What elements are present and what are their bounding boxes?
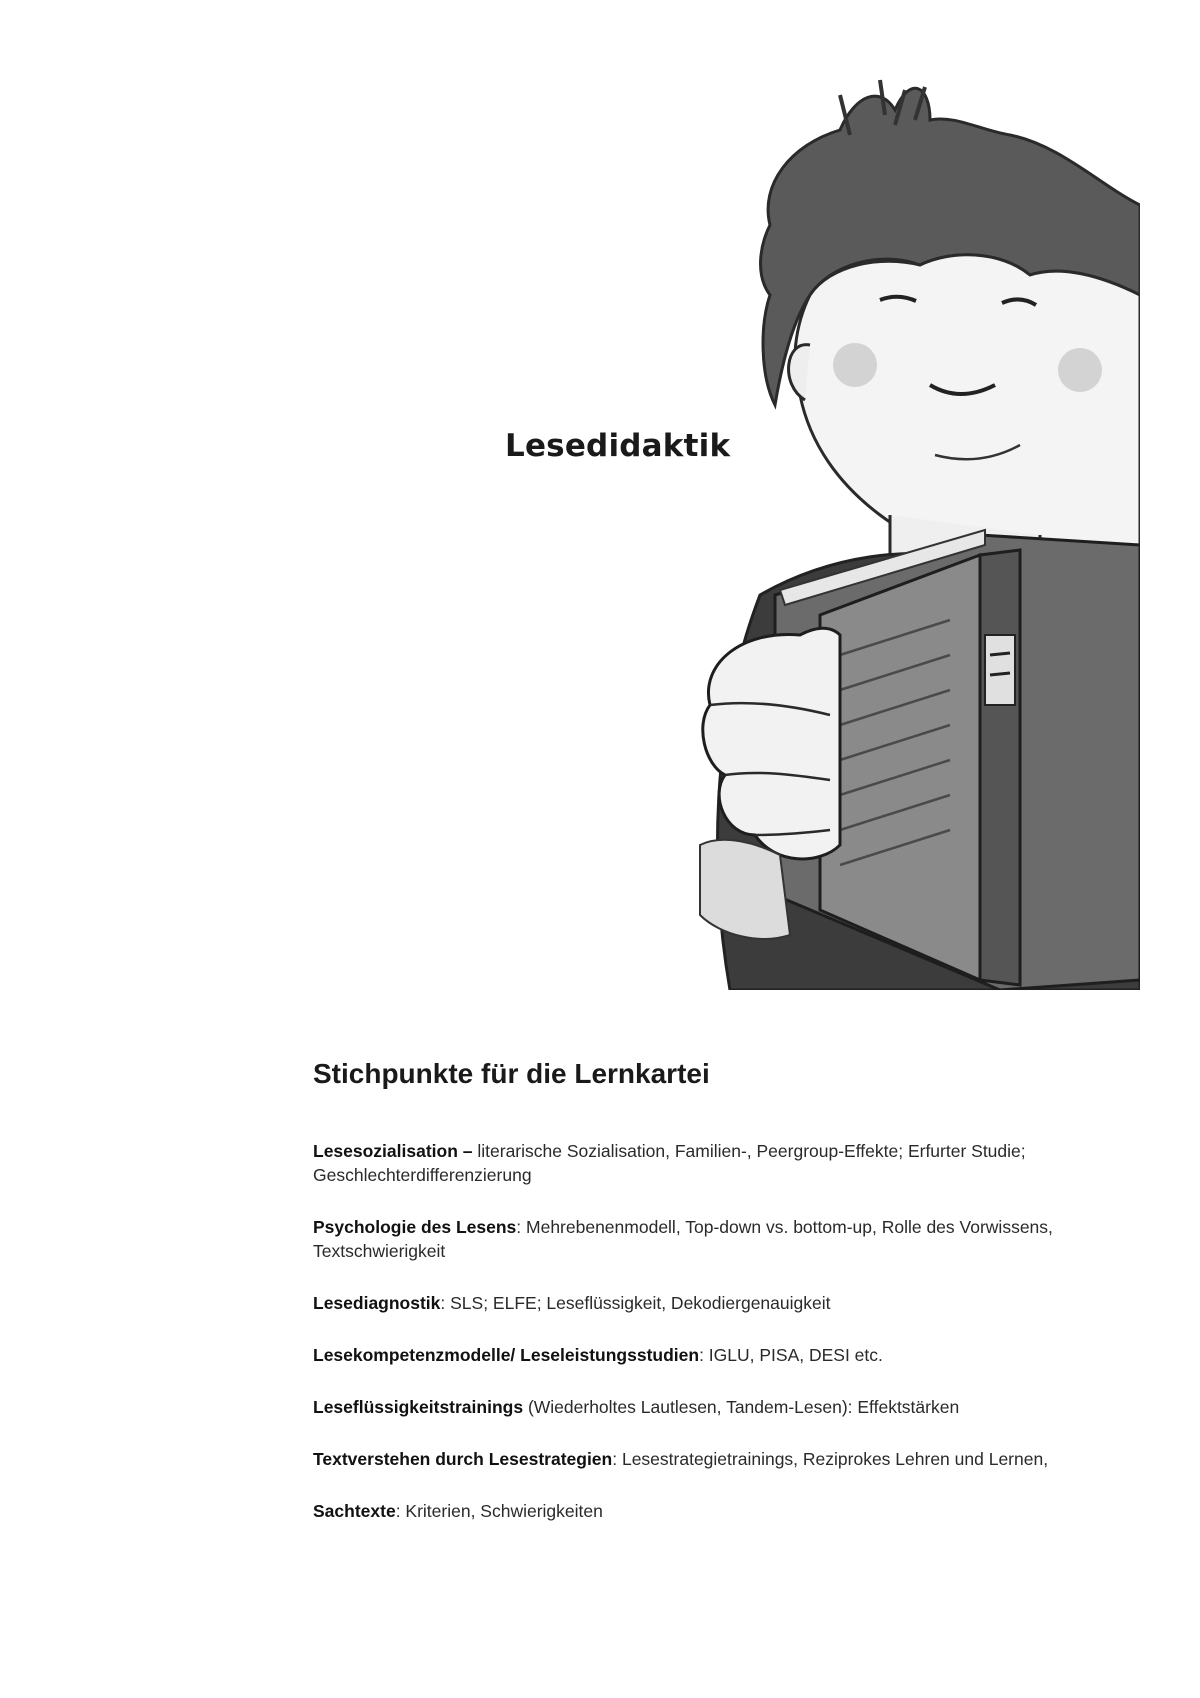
list-item xyxy=(313,1343,1073,1367)
list-item xyxy=(313,1139,1073,1187)
item-term: Psychologie des Lesens xyxy=(313,1217,517,1237)
item-term: Sachtexte xyxy=(313,1501,396,1521)
item-text: : Kriterien, Schwierigkeiten xyxy=(395,1501,603,1521)
document-title: Lesedidaktik xyxy=(505,428,731,464)
item-text: : Lesestrategietrainings, Reziprokes Lehren und Lernen, xyxy=(612,1449,1049,1469)
item-text: : SLS; ELFE; Leseflüssigkeit, Dekodiergenauigkeit xyxy=(440,1293,831,1313)
item-text: : IGLU, PISA, DESI etc. xyxy=(699,1345,883,1365)
list-item xyxy=(313,1499,1073,1523)
child-reading-book-illustration xyxy=(680,75,1140,990)
item-term: Lesesozialisation – xyxy=(313,1141,473,1161)
list-item xyxy=(313,1291,1073,1315)
list-item xyxy=(313,1395,1073,1419)
item-text: (Wiederholtes Lautlesen, Tandem-Lesen): Effektstärken xyxy=(523,1397,960,1417)
keyword-list xyxy=(313,1139,1073,1551)
item-term: Leseflüssigkeitstrainings xyxy=(313,1397,524,1417)
section-heading: Stichpunkte für die Lernkartei xyxy=(313,1058,710,1089)
list-item xyxy=(313,1447,1073,1471)
item-text: literarische Sozialisation, Familien-, Peergroup-Effekte; Erfurter Studie; Geschlechterdifferenzierung xyxy=(313,1141,1026,1185)
item-text: : Mehrebenenmodell, Top-down vs. bottom-up, Rolle des Vorwissens, Textschwierigkeit xyxy=(313,1217,1053,1261)
item-term: Textverstehen durch Lesestrategien xyxy=(313,1449,613,1469)
list-item xyxy=(313,1215,1073,1263)
item-term: Lesediagnostik xyxy=(313,1293,441,1313)
item-term: Lesekompetenzmodelle/ Leseleistungsstudien xyxy=(313,1345,700,1365)
